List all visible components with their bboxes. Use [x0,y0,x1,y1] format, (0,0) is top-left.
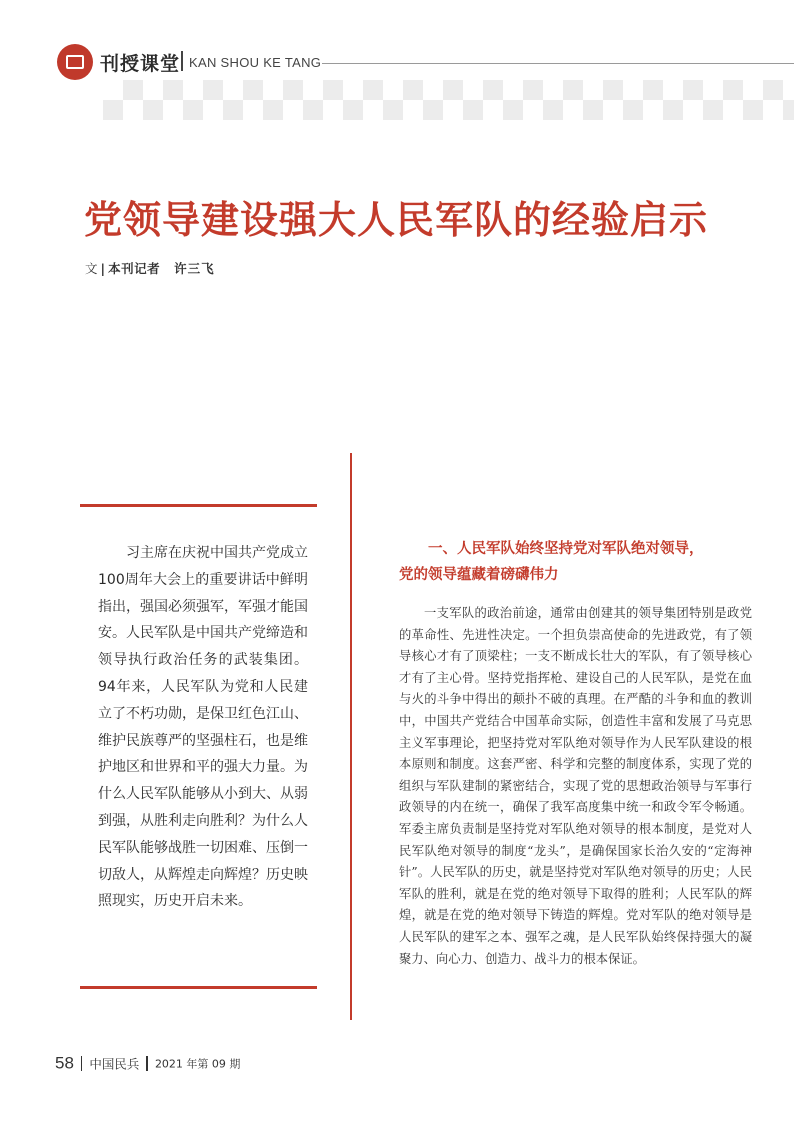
pullquote-rule-top [80,504,317,507]
column-name-en: KAN SHOU KE TANG [189,55,322,70]
byline-role: 本刊记者 [108,261,161,276]
issue-label: 2021 年第 09 期 [154,1057,241,1071]
section-body: 一支军队的政治前途，通常由创建其的领导集团特别是政党的革命性、先进性决定。一个担负崇高使命的先进政党，有了领导核心才有了顶梁柱；一支不断成长壮大的军队，有了领导核心才有了主心骨。坚持党指挥枪、建设自己的人民军队，是党在血与火的斗争中得出的颠扑不破的真理。在严酷的斗争和血的教训中，中国共产党结合中国革命实际，创造性丰富和发展了马克思主义军事理论，把坚持党对军队绝对领导作为人民军队建设的根本原则和制度。这套严密、科学和完整的制度体系，实现了党的组织与军队建制的紧密结合，实现了党的思想政治领导与军事行政领导的内在统一，确保了我军高度集中统一和政令军令畅通。军委主席负责制是坚持党对军队绝对领导的根本制度，是党对人民军队绝对领导的制度“龙头”，是确保国家长治久安的“定海神针”。人民军队的历史，就是坚持党对军队绝对领导的历史；人民军队的胜利，就是在党的绝对领导下取得的胜利；人民军队的辉煌，就是在党的绝对领导下铸造的辉煌。党对军队的绝对领导是人民军队的建军之本、强军之魂，是人民军队始终保持强大的凝聚力、向心力、创造力、战斗力的根本保证。 [399,606,752,966]
footer-separator-2 [146,1056,148,1071]
pullquote-rule-bottom [80,986,317,989]
tv-screen-icon [57,44,93,80]
page-number: 58 [55,1053,74,1073]
byline-prefix: 文 [85,261,98,276]
section-heading-line1: 一、人民军队始终坚持党对军队绝对领导， [428,541,704,557]
byline-author: 许三飞 [174,261,215,276]
byline-separator: | [100,261,106,276]
column-name-cn: 刊授课堂 [100,53,181,75]
section-heading [399,536,739,588]
footer-separator [81,1056,83,1071]
checker-pattern-band [103,80,794,120]
tv-screen-frame [66,55,84,69]
page-footer [55,1053,240,1074]
section-heading-line2: 党的领导蕴藏着磅礴伟力 [399,567,559,583]
magazine-name: 中国民兵 [89,1056,140,1072]
article-title: 党领导建设强大人民军队的经验启示 [84,198,709,242]
byline [85,259,215,277]
header-rule [322,63,794,64]
header-separator [181,51,183,71]
pullquote-text: 习主席在庆祝中国共产党成立100周年大会上的重要讲话中鲜明指出，强国必须强军，军强才能国安。人民军队是中国共产党缔造和领导执行政治任务的武装集团。94年来，人民军队为党和人民建立了不朽功勋，是保卫红色江山、维护民族尊严的坚强柱石，也是维护地区和世界和平的强大力量。为什么人民军队能够从小到大、从弱到强，从胜利走向胜利？为什么人民军队能够战胜一切困难、压倒一切敌人，从辉煌走向辉煌？历史映照现实，历史开启未来。 [98,545,308,910]
column-divider [350,453,352,1020]
